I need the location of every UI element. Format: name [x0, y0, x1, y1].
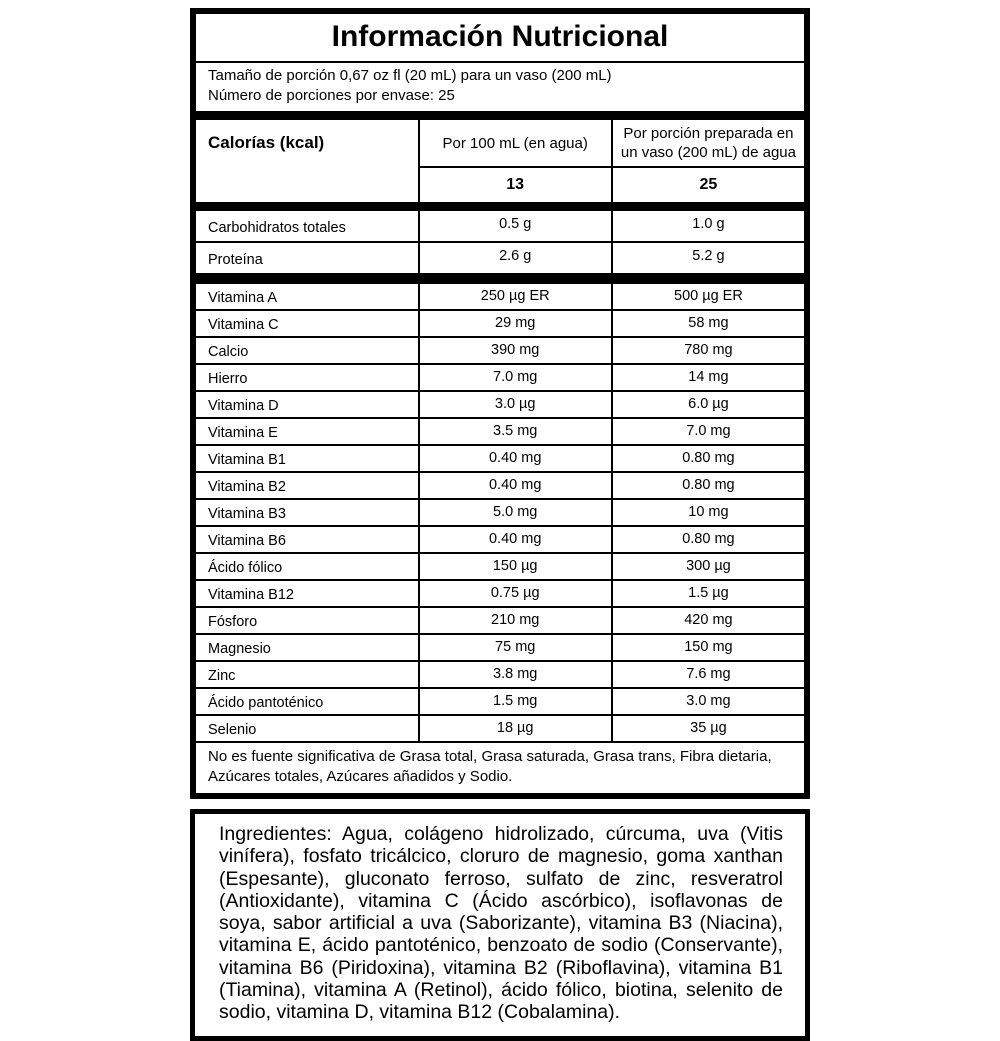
nutrient-value-per-serving: 780 mg [612, 337, 804, 364]
nutrient-label: Vitamina B3 [196, 499, 419, 526]
nutrient-label: Vitamina B6 [196, 526, 419, 553]
nutrient-row [196, 499, 804, 526]
nutrient-value-per-serving: 300 µg [612, 553, 804, 580]
thick-divider [196, 274, 804, 284]
nutrient-label: Selenio [196, 715, 419, 742]
nutrient-value-per-serving: 0.80 mg [612, 445, 804, 472]
nutrient-label: Zinc [196, 661, 419, 688]
nutrient-label: Vitamina E [196, 418, 419, 445]
nutrient-value-per-100ml: 0.75 µg [419, 580, 612, 607]
nutrient-value-per-serving: 1.0 g [612, 211, 804, 242]
nutrient-value-per-serving: 58 mg [612, 310, 804, 337]
nutrient-value-per-serving: 150 mg [612, 634, 804, 661]
nutrient-value-per-100ml: 5.0 mg [419, 499, 612, 526]
per-serving-column-header: Por porción preparada en un vaso (200 mL) de agua [612, 120, 804, 167]
nutrient-label: Vitamina C [196, 310, 419, 337]
nutrient-row [196, 634, 804, 661]
ingredients-text: Ingredientes: Agua, colágeno hidrolizado, cúrcuma, uva (Vitis vinífera), fosfato tricálcico, cloruro de magnesio, goma xanthan (Espesante), gluconato ferroso, sulfato de zinc, resveratrol (Antioxidante), vitamina C (Ácido ascórbico), isoflavonas de soya, sabor artificial a uva (Saborizante), vitamina B3 (Niacina), vitamina E, ácido pantoténico, benzoato de sodio (Conservante), vitamina B6 (Piridoxina), vitamina B2 (Riboflavina), vitamina B1 (Tiamina), vitamina A (Retinol), ácido fólico, biotina, selenito de sodio, vitamina D, vitamina B12 (Cobalamina). [219, 823, 783, 1024]
nutrient-row [196, 211, 804, 242]
nutrient-row [196, 580, 804, 607]
nutrient-row [196, 364, 804, 391]
nutrient-value-per-serving: 420 mg [612, 607, 804, 634]
nutrient-label: Magnesio [196, 634, 419, 661]
nutrition-label [190, 8, 810, 799]
nutrient-value-per-100ml: 1.5 mg [419, 688, 612, 715]
nutrient-value-per-100ml: 150 µg [419, 553, 612, 580]
nutrient-row [196, 242, 804, 274]
nutrient-value-per-100ml: 0.40 mg [419, 526, 612, 553]
nutrient-row [196, 284, 804, 310]
nutrient-value-per-serving: 6.0 µg [612, 391, 804, 418]
nutrient-label: Vitamina B1 [196, 445, 419, 472]
nutrient-label: Ácido pantoténico [196, 688, 419, 715]
nutrient-label: Carbohidratos totales [196, 211, 419, 242]
nutrient-value-per-100ml: 3.8 mg [419, 661, 612, 688]
nutrient-value-per-serving: 1.5 µg [612, 580, 804, 607]
nutrient-value-per-100ml: 7.0 mg [419, 364, 612, 391]
nutrient-value-per-serving: 500 µg ER [612, 284, 804, 310]
nutrient-row [196, 391, 804, 418]
nutrient-value-per-serving: 7.6 mg [612, 661, 804, 688]
nutrient-value-per-100ml: 0.40 mg [419, 445, 612, 472]
nutrient-value-per-serving: 5.2 g [612, 242, 804, 274]
calories-per-100ml-value: 13 [419, 167, 612, 202]
nutrient-value-per-100ml: 2.6 g [419, 242, 612, 274]
nutrient-label: Vitamina B12 [196, 580, 419, 607]
nutrient-value-per-serving: 14 mg [612, 364, 804, 391]
nutrient-value-per-100ml: 390 mg [419, 337, 612, 364]
nutrient-value-per-100ml: 75 mg [419, 634, 612, 661]
nutrient-value-per-100ml: 0.5 g [419, 211, 612, 242]
nutrient-value-per-serving: 0.80 mg [612, 472, 804, 499]
nutrient-label: Hierro [196, 364, 419, 391]
calories-per-serving-value: 25 [612, 167, 804, 202]
thick-divider [196, 202, 804, 211]
label-title: Información Nutricional [196, 14, 804, 63]
per-100ml-column-header: Por 100 mL (en agua) [419, 120, 612, 167]
nutrient-row [196, 310, 804, 337]
footnote-row [196, 742, 804, 793]
nutrient-value-per-serving: 35 µg [612, 715, 804, 742]
nutrient-value-per-100ml: 3.5 mg [419, 418, 612, 445]
footnote: No es fuente significativa de Grasa total, Grasa saturada, Grasa trans, Fibra dietaria, Azúcares totales, Azúcares añadidos y Sodio. [208, 748, 772, 785]
column-header-row [196, 120, 804, 167]
nutrient-value-per-serving: 10 mg [612, 499, 804, 526]
nutrient-row [196, 472, 804, 499]
serving-size: Tamaño de porción 0,67 oz fl (20 mL) para un vaso (200 mL) [208, 67, 612, 84]
nutrition-table [196, 120, 804, 793]
nutrient-label: Ácido fólico [196, 553, 419, 580]
serving-info [196, 63, 804, 120]
nutrient-label: Calcio [196, 337, 419, 364]
ingredients-box [190, 809, 810, 1041]
nutrient-label: Vitamina A [196, 284, 419, 310]
nutrient-value-per-100ml: 250 µg ER [419, 284, 612, 310]
nutrient-row [196, 688, 804, 715]
nutrient-value-per-serving: 7.0 mg [612, 418, 804, 445]
nutrient-value-per-serving: 0.80 mg [612, 526, 804, 553]
nutrient-value-per-serving: 3.0 mg [612, 688, 804, 715]
nutrient-row [196, 526, 804, 553]
nutrient-label: Vitamina B2 [196, 472, 419, 499]
nutrient-label: Vitamina D [196, 391, 419, 418]
micro-rows-body [196, 284, 804, 742]
nutrient-row [196, 418, 804, 445]
nutrient-row [196, 337, 804, 364]
nutrient-label: Proteína [196, 242, 419, 274]
nutrient-value-per-100ml: 210 mg [419, 607, 612, 634]
nutrient-row [196, 715, 804, 742]
nutrient-label: Fósforo [196, 607, 419, 634]
calories-header: Calorías (kcal) [208, 133, 325, 152]
nutrient-value-per-100ml: 18 µg [419, 715, 612, 742]
servings-per-container: Número de porciones por envase: 25 [208, 87, 455, 104]
nutrient-value-per-100ml: 3.0 µg [419, 391, 612, 418]
nutrient-value-per-100ml: 0.40 mg [419, 472, 612, 499]
nutrient-value-per-100ml: 29 mg [419, 310, 612, 337]
nutrient-row [196, 661, 804, 688]
nutrient-row [196, 445, 804, 472]
macro-rows-body [196, 211, 804, 274]
nutrient-row [196, 553, 804, 580]
nutrient-row [196, 607, 804, 634]
page [190, 0, 810, 1041]
